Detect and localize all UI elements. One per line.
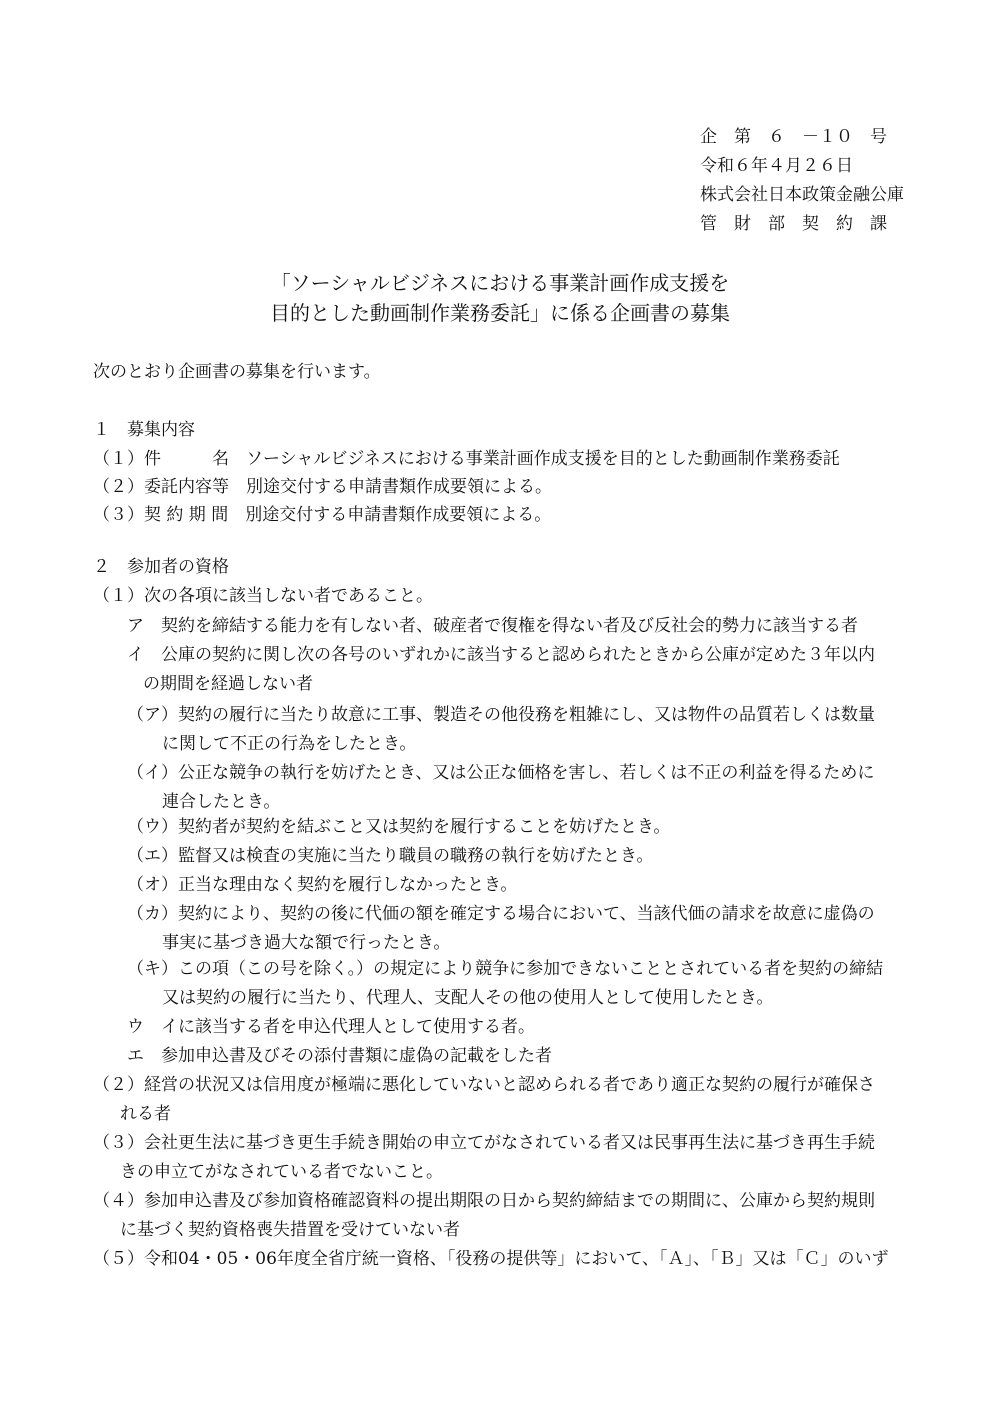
organization-name: 株式会社日本政策金融公庫 bbox=[700, 185, 904, 205]
sub-item-a-line1: （ア）契約の履行に当たり故意に工事、製造その他役務を粗雑にし、又は物件の品質若しくは数量 bbox=[127, 705, 875, 725]
section2-item5-line1: （５）令和04・05・06年度全省庁統一資格、「役務の提供等」において、「Ａ」、「Ｂ」又は「Ｃ」のいず bbox=[93, 1249, 889, 1269]
section1-item-name: （１）件 名 ソーシャルビジネスにおける事業計画作成支援を目的とした動画制作業務委託 bbox=[93, 449, 840, 469]
document-title-line1: 「ソーシャルビジネスにおける事業計画作成支援を bbox=[270, 271, 730, 295]
sub-item-i-line2: 連合したとき。 bbox=[162, 792, 281, 812]
sub-item-a-line2: に関して不正の行為をしたとき。 bbox=[162, 734, 417, 754]
sub-item-ka-line2: 事実に基づき過大な額で行ったとき。 bbox=[162, 933, 451, 953]
document-title-line2: 目的とした動画制作業務委託」に係る企画書の募集 bbox=[270, 301, 730, 325]
section2-item3-line2: きの申立てがなされている者でないこと。 bbox=[120, 1162, 443, 1182]
section2-item1-a: ア 契約を締結する能力を有しない者、破産者で復権を得ない者及び反社会的勢力に該当する者 bbox=[127, 616, 858, 636]
section2-item1: （１）次の各項に該当しない者であること。 bbox=[93, 586, 433, 606]
section1-item-content: （２）委託内容等 別途交付する申請書類作成要領による。 bbox=[93, 477, 552, 497]
section2-item1-i-line2: の期間を経過しない者 bbox=[143, 674, 313, 694]
section2-heading: ２ 参加者の資格 bbox=[93, 557, 229, 577]
section2-item2-line2: れる者 bbox=[120, 1104, 171, 1124]
section2-item4-line2: に基づく契約資格喪失措置を受けていない者 bbox=[120, 1220, 460, 1240]
intro-text: 次のとおり企画書の募集を行います。 bbox=[93, 362, 381, 382]
issue-date: 令和６年４月２６日 bbox=[700, 156, 853, 176]
sub-item-e: （エ）監督又は検査の実施に当たり職員の職務の執行を妨げたとき。 bbox=[127, 846, 654, 866]
doc-number: 企 第 ６ －１０ 号 bbox=[700, 127, 887, 147]
sub-item-ki-line1: （キ）この項（この号を除く。）の規定により競争に参加できないこととされている者を契約の締結 bbox=[127, 959, 884, 979]
section2-item4-line1: （４）参加申込書及び参加資格確認資料の提出期限の日から契約締結までの期間に、公庫から契約規則 bbox=[93, 1191, 875, 1211]
sub-item-ka-line1: （カ）契約により、契約の後に代価の額を確定する場合において、当該代価の請求を故意に虚偽の bbox=[127, 904, 875, 924]
section2-item1-e: エ 参加申込書及びその添付書類に虚偽の記載をした者 bbox=[127, 1046, 552, 1066]
section2-item2-line1: （２）経営の状況又は信用度が極端に悪化していないと認められる者であり適正な契約の履行が確保さ bbox=[93, 1075, 875, 1095]
section2-item1-u: ウ イに該当する者を申込代理人として使用する者。 bbox=[127, 1017, 535, 1037]
section2-item3-line1: （３）会社更生法に基づき更生手続き開始の申立てがなされている者又は民事再生法に基づき再生手続 bbox=[93, 1133, 875, 1153]
section1-item-period: （３）契 約 期 間 別途交付する申請書類作成要領による。 bbox=[93, 505, 552, 525]
sub-item-i-line1: （イ）公正な競争の執行を妨げたとき、又は公正な価格を害し、若しくは不正の利益を得るために bbox=[127, 763, 875, 783]
sub-item-ki-line2: 又は契約の履行に当たり、代理人、支配人その他の使用人として使用したとき。 bbox=[162, 988, 774, 1008]
sub-item-u: （ウ）契約者が契約を結ぶこと又は契約を履行することを妨げたとき。 bbox=[127, 817, 671, 837]
department-name: 管 財 部 契 約 課 bbox=[700, 214, 887, 234]
section2-item1-i-line1: イ 公庫の契約に関し次の各号のいずれかに該当すると認められたときから公庫が定めた３年以内 bbox=[127, 645, 875, 665]
section1-heading: １ 募集内容 bbox=[93, 420, 195, 440]
sub-item-o: （オ）正当な理由なく契約を履行しなかったとき。 bbox=[127, 875, 518, 895]
